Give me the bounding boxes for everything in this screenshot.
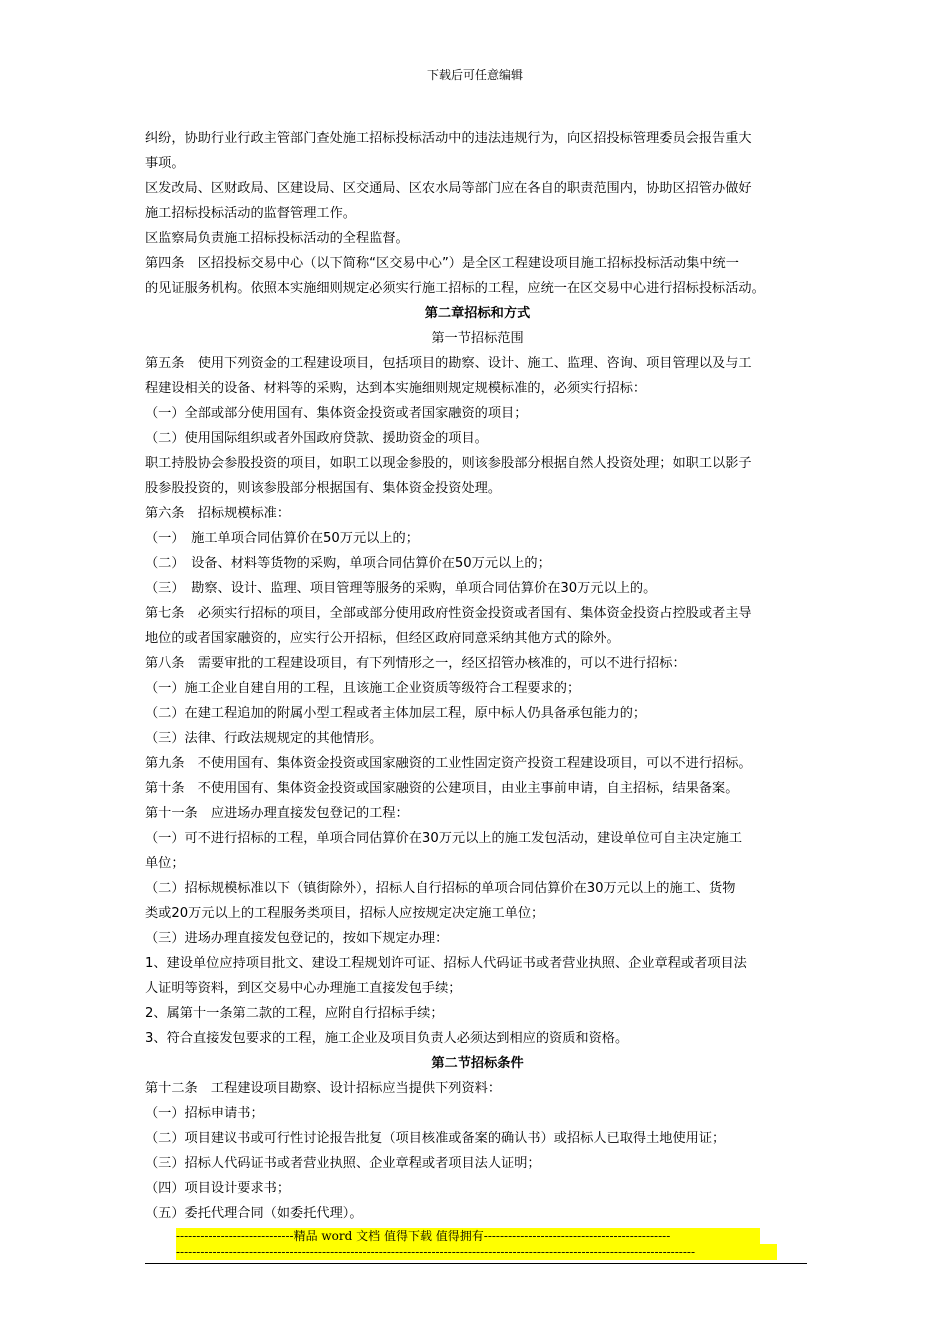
paragraph: 纠纷，协助行业行政主管部门查处施工招标投标活动中的违法违规行为，向区招投标管理委员会报告重大 — [145, 131, 752, 146]
paragraph: （一）可不进行招标的工程，单项合同估算价在30万元以上的施工发包活动，建设单位可自主决定施工 — [145, 831, 743, 846]
page-header: 下载后可任意编辑 — [426, 68, 523, 82]
paragraph: 第四条 区招投标交易中心（以下简称“区交易中心”）是全区工程建设项目施工招标投标活动集中统一 — [145, 256, 739, 271]
paragraph: 类或20万元以上的工程服务类项目，招标人应按规定决定施工单位； — [145, 906, 545, 921]
paragraph: 1、建设单位应持项目批文、建设工程规划许可证、招标人代码证书或者营业执照、企业章程或者项目法 — [145, 956, 747, 971]
paragraph: 第九条 不使用国有、集体资金投资或国家融资的工业性固定资产投资工程建设项目，可以不进行招标。 — [145, 756, 752, 771]
paragraph: （一）施工企业自建自用的工程，且该施工企业资质等级符合工程要求的； — [145, 681, 581, 696]
paragraph: 第十一条 应进场办理直接发包登记的工程： — [145, 806, 409, 821]
paragraph: （四）项目设计要求书； — [145, 1181, 291, 1196]
paragraph: 第七条 必须实行招标的项目，全部或部分使用政府性资金投资或者国有、集体资金投资占控股或者主导 — [145, 606, 752, 621]
paragraph: 的见证服务机构。依照本实施细则规定必须实行施工招标的工程，应统一在区交易中心进行招标投标活动。 — [145, 281, 765, 296]
paragraph: （二）在建工程追加的附属小型工程或者主体加层工程，原中标人仍具备承包能力的； — [145, 706, 647, 721]
document-body — [145, 126, 810, 1226]
paragraph: 2、属第十一条第二款的工程，应附自行招标手续； — [145, 1006, 444, 1021]
chapter-heading: 第二章招标和方式 — [424, 306, 531, 321]
paragraph: 地位的或者国家融资的，应实行公开招标，但经区政府同意采纳其他方式的除外。 — [145, 631, 620, 646]
footer-banner: -----------------------------精品 word 文档 值得下载 值得拥有---------------------------------------------- — [176, 1228, 760, 1244]
paragraph: （三）进场办理直接发包登记的，按如下规定办理： — [145, 931, 449, 946]
paragraph: 职工持股协会参股投资的项目，如职工以现金参股的，则该参股部分根据自然人投资处理；如职工以影子 — [145, 456, 752, 471]
paragraph: （一）招标申请书； — [145, 1106, 264, 1121]
paragraph: （二）使用国际组织或者外国政府贷款、援助资金的项目。 — [145, 431, 488, 446]
paragraph: 第八条 需要审批的工程建设项目，有下列情形之一，经区招管办核准的，可以不进行招标： — [145, 656, 686, 671]
section-heading: 第二节招标条件 — [431, 1056, 524, 1071]
paragraph: （一）全部或部分使用国有、集体资金投资或者国家融资的项目； — [145, 406, 528, 421]
paragraph: 区发改局、区财政局、区建设局、区交通局、区农水局等部门应在各自的职责范围内，协助区招管办做好 — [145, 181, 752, 196]
footer-dashes: -------------------------------------------------------------------------------------------------------------------------------- — [176, 1244, 777, 1260]
paragraph: 第五条 使用下列资金的工程建设项目，包括项目的勘察、设计、施工、监理、咨询、项目管理以及与工 — [145, 356, 752, 371]
paragraph: （三）法律、行政法规规定的其他情形。 — [145, 731, 383, 746]
paragraph: （三） 勘察、设计、监理、项目管理等服务的采购，单项合同估算价在30万元以上的。 — [145, 581, 657, 596]
paragraph: 单位； — [145, 856, 185, 871]
paragraph: 第六条 招标规模标准： — [145, 506, 291, 521]
footer-rule — [145, 1263, 807, 1264]
paragraph: 第十条 不使用国有、集体资金投资或国家融资的公建项目，由业主事前申请，自主招标，结果备案。 — [145, 781, 739, 796]
paragraph: 区监察局负责施工招标投标活动的全程监督。 — [145, 231, 409, 246]
paragraph: 3、符合直接发包要求的工程，施工企业及项目负责人必须达到相应的资质和资格。 — [145, 1031, 629, 1046]
paragraph: 程建设相关的设备、材料等的采购，达到本实施细则规定规模标准的，必须实行招标： — [145, 381, 647, 396]
paragraph: 事项。 — [145, 156, 185, 171]
paragraph: （二）项目建议书或可行性讨论报告批复（项目核准或备案的确认书）或招标人已取得土地使用证； — [145, 1131, 726, 1146]
paragraph: （三）招标人代码证书或者营业执照、企业章程或者项目法人证明； — [145, 1156, 541, 1171]
paragraph: 施工招标投标活动的监督管理工作。 — [145, 206, 356, 221]
paragraph: （一） 施工单项合同估算价在50万元以上的； — [145, 531, 419, 546]
paragraph: （二）招标规模标准以下（镇街除外），招标人自行招标的单项合同估算价在30万元以上的施工、货物 — [145, 881, 736, 896]
paragraph: 股参股投资的，则该参股部分根据国有、集体资金投资处理。 — [145, 481, 502, 496]
paragraph: （五）委托代理合同（如委托代理）。 — [145, 1206, 363, 1221]
paragraph: 人证明等资料，到区交易中心办理施工直接发包手续； — [145, 981, 462, 996]
paragraph: （二） 设备、材料等货物的采购，单项合同估算价在50万元以上的； — [145, 556, 551, 571]
section-heading: 第一节招标范围 — [431, 331, 524, 346]
page-footer — [145, 1228, 810, 1264]
paragraph: 第十二条 工程建设项目勘察、设计招标应当提供下列资料： — [145, 1081, 502, 1096]
